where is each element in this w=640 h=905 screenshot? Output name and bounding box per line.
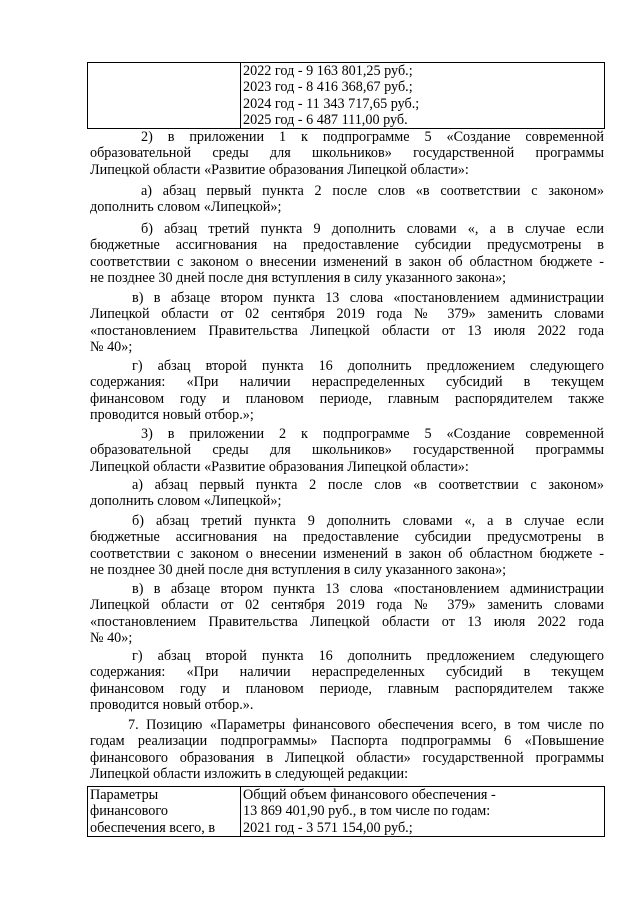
paragraph-subitem-g [90,648,604,713]
year-amount-line: 2024 год - 11 343 717,65 руб.; [243,95,420,112]
text-line: б) абзац третий пункта 9 дополнить словами «, а в случае если [141,221,604,237]
paragraph-subitem-v [90,290,604,355]
table-cell-years [241,63,605,129]
table-cell-funding [241,787,605,837]
text-line: соответствии с законом о внесении изменений в закон об областном бюджете - [90,253,604,270]
paragraph-subitem-a [90,183,604,216]
text-line: Липецкой области от 02 сентября 2019 года № 379» заменить словами [90,597,604,614]
text-line: 2) в приложении 1 к подпрограмме 5 «Создание современной [141,129,604,145]
cell-line: Параметры [90,787,159,803]
table-cell-empty [88,63,241,129]
text-line: финансовом году и плановом периоде, главным распорядителем также [90,390,604,407]
text-line: финансовом году и плановом периоде, главным распорядителем также [90,680,604,697]
text-line: не позднее 30 дней после дня вступления в силу указанного закона»; [90,269,507,286]
cell-line: финансового [90,803,168,820]
text-line: проводится новый отбор.»; [90,406,254,423]
paragraph-subitem-g [90,358,604,423]
text-line: образовательной среды для школьников» государственной программы [90,442,604,459]
text-line: а) абзац первый пункта 2 после слов «в соответствии с законом» [132,477,604,493]
text-line: Липецкой области «Развитие образования Липецкой области»: [90,458,469,475]
text-line: бюджетные ассигнования на предоставление субсидии предусмотрены в [90,237,604,254]
paragraph-item-3 [90,426,604,475]
table-row [88,63,605,129]
text-line: дополнить словом «Липецкой»; [90,199,282,216]
text-line: г) абзац второй пункта 16 дополнить предложением следующего [132,648,604,664]
text-line: Липецкой области «Развитие образования Липецкой области»: [90,161,469,178]
text-line: «постановлением Правительства Липецкой области от 13 июля 2022 года [90,613,604,630]
text-line: годам реализации подпрограммы» Паспорта подпрограммы 6 «Повышение [90,733,604,750]
text-line: № 40»; [90,338,133,355]
cell-line: 2021 год - 3 571 154,00 руб.; [243,819,413,836]
year-amount-line: 2023 год - 8 416 368,67 руб.; [243,79,413,96]
text-line: бюджетные ассигнования на предоставление субсидии предусмотрены в [90,529,604,546]
text-line: № 40»; [90,629,133,646]
top-table [87,62,605,129]
table-row [88,787,605,837]
paragraph-item-7 [90,717,604,782]
text-line: дополнить словом «Липецкой»; [90,493,282,510]
text-line: Липецкой области изложить в следующей редакции: [90,765,409,782]
text-line: содержания: «При наличии нераспределенных субсидий в текущем [90,664,604,681]
text-line: г) абзац второй пункта 16 дополнить предложением следующего [132,358,604,374]
text-line: «постановлением Правительства Липецкой области от 13 июля 2022 года [90,322,604,339]
paragraph-subitem-v [90,581,604,646]
text-line: содержания: «При наличии нераспределенных субсидий в текущем [90,374,604,391]
text-line: проводится новый отбор.». [90,696,254,713]
text-line: финансового образования в Липецкой области» государственной программы [90,749,604,766]
bottom-table [87,786,605,837]
text-line: а) абзац первый пункта 2 после слов «в соответствии с законом» [141,183,604,199]
paragraph-subitem-b [90,221,604,286]
text-line: в) в абзаце втором пункта 13 слова «постановлением администрации [132,290,604,306]
text-line: соответствии с законом о внесении изменений в закон об областном бюджете - [90,545,604,562]
text-line: в) в абзаце втором пункта 13 слова «постановлением администрации [132,581,604,597]
year-amount-line: 2025 год - 6 487 111,00 руб. [243,111,408,128]
text-line: не позднее 30 дней после дня вступления в силу указанного закона»; [90,561,507,578]
paragraph-subitem-b [90,513,604,578]
year-amount-line: 2022 год - 9 163 801,25 руб.; [243,63,413,79]
text-line: 7. Позицию «Параметры финансового обеспечения всего, в том числе по [128,717,604,733]
paragraph-subitem-a [90,477,604,510]
paragraph-item-2 [90,129,604,178]
cell-line: обеспечения всего, в [90,819,216,836]
text-line: б) абзац третий пункта 9 дополнить словами «, а в случае если [132,513,604,529]
cell-line: 13 869 401,90 руб., в том числе по годам: [243,803,491,820]
text-line: 3) в приложении 2 к подпрограмме 5 «Создание современной [141,426,604,442]
text-line: Липецкой области от 02 сентября 2019 года № 379» заменить словами [90,306,604,323]
text-line: образовательной среды для школьников» государственной программы [90,145,604,162]
table-cell-parameters [88,787,241,837]
cell-line: Общий объем финансового обеспечения - [243,787,496,803]
